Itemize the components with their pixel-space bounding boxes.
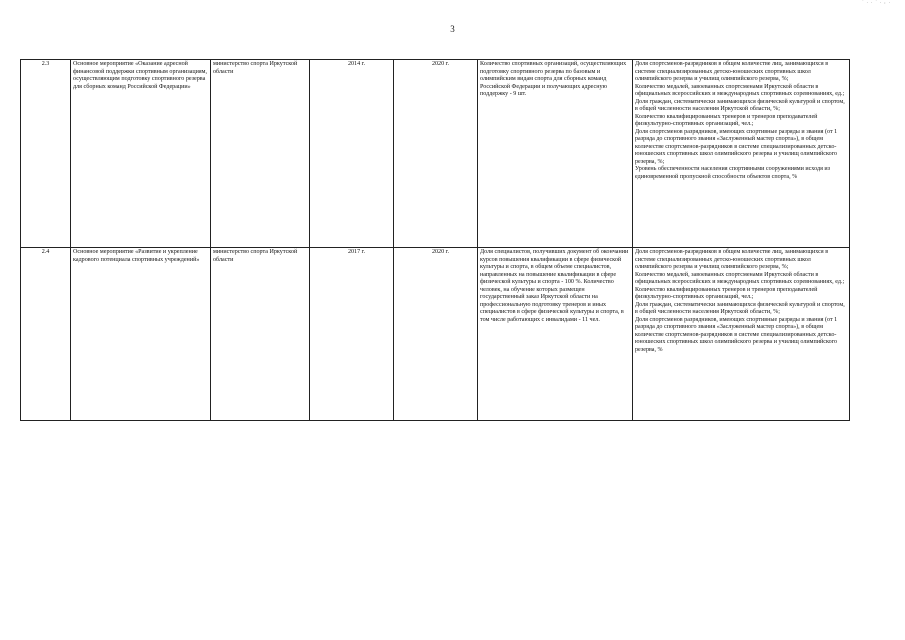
end-year: 2020 г. bbox=[394, 248, 478, 421]
indicators bbox=[633, 248, 850, 421]
scan-corner-mark: ' . . ' . , . bbox=[862, 0, 891, 5]
expected-result: Доля специалистов, получивших документ об окончании курсов повышения квалификации в сфере физической культуры и спорта, в общем объеме специалистов, направленных на повышение квалификации в сфере физической культуры и спорта - 100 %. Количество человек, на обучение которых размещен государственный заказ Иркутской области на профессиональную подготовку тренеров и иных специалистов в сфере физической культуры и спорта, в том числе работающих с инвалидами - 11 чел. bbox=[478, 248, 633, 421]
start-year: 2014 г. bbox=[310, 60, 394, 248]
executor: министерство спорта Иркутской области bbox=[211, 60, 310, 248]
expected-result: Количество спортивных организаций, осуществляющих подготовку спортивного резерва по базовым и олимпийским видам спорта для сборных команд Российской Федерации и получающих адресную поддержку - 9 шт. bbox=[478, 60, 633, 248]
program-events-table bbox=[20, 59, 850, 421]
indicator-item: Доля спортсменов-разрядников в общем количестве лиц, занимающихся в системе специализированных детско-юношеских спортивных школ олимпийского резерва и училищ олимпийского резерва, %; bbox=[635, 61, 829, 82]
event-name: Основное мероприятие «Оказание адресной финансовой поддержки спортивным организациям, осуществляющим подготовку спортивного резерва для сборных команд Российской Федерации» bbox=[71, 60, 211, 248]
executor: министерство спорта Иркутской области bbox=[211, 248, 310, 421]
indicator-item: Количество квалифицированных тренеров и тренеров преподавателей физкультурно-спортивных организаций, чел.; bbox=[635, 113, 818, 127]
start-year: 2017 г. bbox=[310, 248, 394, 421]
event-name: Основное мероприятие «Развитие и укрепление кадрового потенциала спортивных учреждений» bbox=[71, 248, 211, 421]
table-row bbox=[21, 248, 850, 421]
row-number: 2.4 bbox=[21, 248, 71, 421]
table-row bbox=[21, 60, 850, 248]
indicator-item: Количество медалей, завоеванных спортсменами Иркутской области в официальных всероссийских и международных спортивных соревнованиях, ед.; bbox=[635, 83, 845, 97]
row-number: 2.3 bbox=[21, 60, 71, 248]
indicator-item: Количество медалей, завоеванных спортсменами Иркутской области в официальных всероссийских и международных спортивных соревнованиях, ед.; bbox=[635, 271, 845, 285]
indicator-item: Доля спортсменов разрядников, имеющих спортивные разряды и звания (от 1 разряда до спортивного звания «Заслуженный мастер спорта»), в общем количестве спортсменов-разрядников в системе специализированных детско-юношеских спортивных школ олимпийского резерва и училищ олимпийского резерва, % bbox=[635, 316, 838, 353]
indicator-item: Доля спортсменов разрядников, имеющих спортивные разряды и звания (от 1 разряда до спортивного звания «Заслуженный мастер спорта»), в общем количестве спортсменов-разрядников в системе специализированных детско-юношеских спортивных школ олимпийского резерва и училищ олимпийского резерва, %; bbox=[635, 128, 838, 165]
end-year: 2020 г. bbox=[394, 60, 478, 248]
page-number: 3 bbox=[450, 24, 455, 34]
indicator-item: Доля спортсменов-разрядников в общем количестве лиц, занимающихся в системе специализированных детско-юношеских спортивных школ олимпийского резерва и училищ олимпийского резерва, %; bbox=[635, 249, 829, 270]
indicator-item: Количество квалифицированных тренеров и тренеров преподавателей физкультурно-спортивных организаций, чел.; bbox=[635, 286, 818, 300]
indicator-item: Доля граждан, систематически занимающихся физической культурой и спортом, в общей численности населения Иркутской области, %; bbox=[635, 98, 845, 112]
indicators bbox=[633, 60, 850, 248]
indicator-item: Уровень обеспеченности населения спортивными сооружениями исходя из единовременной пропускной способности объектов спорта, % bbox=[635, 166, 831, 180]
indicator-item: Доля граждан, систематически занимающихся физической культурой и спортом, в общей численности населения Иркутской области, %; bbox=[635, 301, 845, 315]
